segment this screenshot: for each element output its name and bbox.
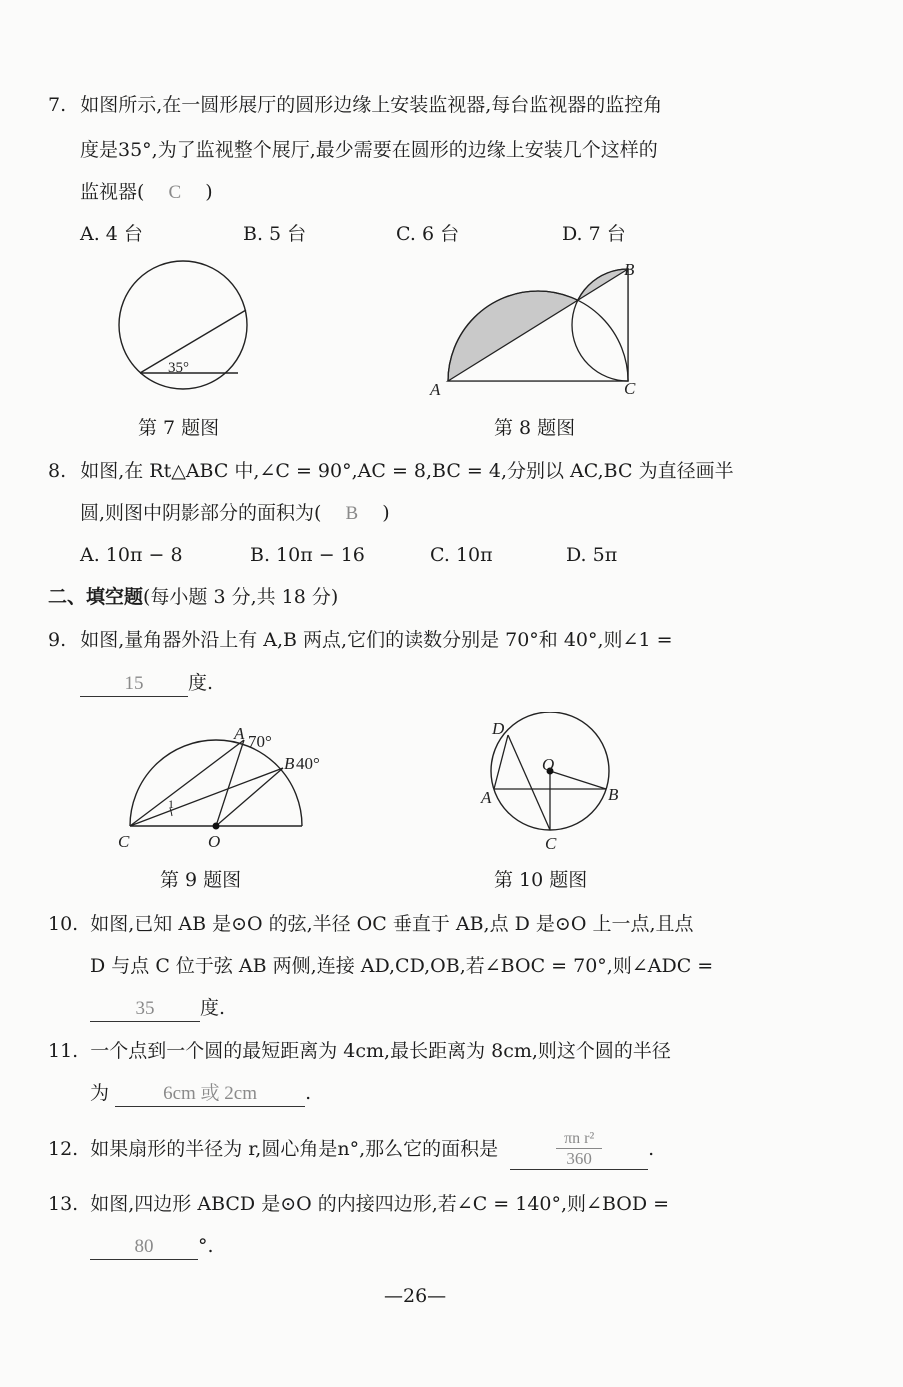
q7-line1 [48, 93, 662, 117]
q10-text-1: 如图,已知 AB 是⊙O 的弦,半径 OC 垂直于 AB,点 D 是⊙O 上一点,且点 [90, 913, 694, 935]
q8-option-a: A. 10π − 8 [80, 544, 183, 566]
figure-8 [420, 255, 650, 405]
fig9-label-b: B [284, 754, 295, 773]
q7-line3 [80, 180, 213, 205]
q12-number: 12. [48, 1138, 79, 1160]
q10-answer-blank: 35 [90, 997, 200, 1022]
q7-number: 7. [48, 94, 67, 116]
q9-number: 9. [48, 629, 67, 651]
q11-number: 11. [48, 1040, 79, 1062]
fig9-label-c: C [118, 832, 130, 851]
fig9-label-o: O [208, 832, 221, 851]
q7-line2: 度是35°,为了监视整个展厅,最少需要在圆形的边缘上安装几个这样的 [80, 139, 658, 161]
q12-post: . [648, 1138, 655, 1160]
q13-unit: °. [198, 1235, 214, 1257]
q12-line [48, 1122, 654, 1176]
fig7-chord-upper [140, 310, 246, 373]
fig9-line-cb [130, 768, 283, 826]
q8-option-b: B. 10π − 16 [250, 544, 365, 566]
q8-line1 [48, 459, 734, 483]
q8-text-1: 如图,在 Rt△ABC 中,∠C = 90°,AC = 8,BC = 4,分别以 AC,BC 为直径画半 [80, 460, 734, 482]
fig7-angle-label: 35° [168, 360, 189, 376]
section-2-heading [48, 585, 338, 609]
fig8-label-c: C [624, 379, 636, 398]
q12-answer-blank [510, 1130, 648, 1170]
fig10-label-o: O [542, 755, 555, 774]
q13-line1 [48, 1192, 669, 1216]
q8-text-2: 圆,则图中阴影部分的面积为( [80, 502, 322, 524]
fig9-center-dot [213, 823, 220, 830]
q11-text-2b: . [305, 1082, 312, 1104]
figure-9 [110, 715, 320, 855]
q11-answer-blank: 6cm 或 2cm [115, 1082, 305, 1107]
q12-answer-denominator: 360 [566, 1149, 592, 1168]
q9-line2 [80, 671, 213, 697]
q8-option-c: C. 10π [430, 544, 493, 566]
q11-line2 [90, 1081, 311, 1107]
q11-line1 [48, 1039, 671, 1063]
fig10-label-b: B [608, 785, 619, 804]
q8-number: 8. [48, 460, 67, 482]
fig9-label-a: A [234, 724, 245, 743]
section-2-note: (每小题 3 分,共 18 分) [143, 586, 339, 608]
fig8-label-a: A [430, 380, 441, 399]
q9-line1 [48, 628, 673, 652]
q12-answer-numerator: πn r² [564, 1130, 595, 1147]
q7-option-a: A. 4 台 [80, 223, 143, 245]
fig10-label-c: C [545, 834, 557, 853]
q8-line2 [80, 501, 390, 526]
q7-option-b: B. 5 台 [243, 223, 307, 245]
fig10-label-d: D [492, 719, 505, 738]
q13-answer-blank: 80 [90, 1235, 198, 1260]
fig10-label-a: A [481, 788, 492, 807]
q7-option-c: C. 6 台 [396, 223, 460, 245]
figure-7 [110, 260, 260, 390]
q10-line3 [90, 996, 225, 1022]
q7-answer: C [168, 182, 182, 203]
q7-text-1: 如图所示,在一圆形展厅的圆形边缘上安装监视器,每台监视器的监控角 [80, 94, 663, 116]
figure-10 [478, 712, 628, 857]
q10-unit: 度. [200, 997, 226, 1019]
fig7-caption: 第 7 题图 [138, 417, 220, 439]
q13-text-1: 如图,四边形 ABCD 是⊙O 的内接四边形,若∠C = 140°,则∠BOD = [90, 1193, 670, 1215]
q7-option-d: D. 7 台 [562, 223, 626, 245]
fig8-label-b: B [624, 260, 635, 279]
fig10-line-ob [550, 771, 606, 789]
fig10-caption: 第 10 题图 [494, 869, 588, 891]
fig9-label-a-deg: 70° [248, 732, 272, 751]
q10-line1 [48, 912, 694, 936]
q8-answer: B [345, 503, 359, 524]
fig9-caption: 第 9 题图 [160, 869, 242, 891]
q7-text-3: 监视器( [80, 181, 145, 203]
q9-answer-blank: 15 [80, 672, 188, 697]
section-2-title: 二、填空题 [48, 586, 144, 608]
q13-number: 13. [48, 1193, 79, 1215]
q10-number: 10. [48, 913, 79, 935]
q8-option-d: D. 5π [566, 544, 618, 566]
q11-text-1: 一个点到一个圆的最短距离为 4cm,最长距离为 8cm,则这个圆的半径 [90, 1040, 671, 1062]
q11-text-2: 为 [90, 1082, 110, 1104]
q7-text-3b: ) [205, 181, 213, 203]
fig9-line-ca [130, 740, 244, 826]
q8-text-2b: ) [382, 502, 390, 524]
q12-text: 如果扇形的半径为 r,圆心角是n°,那么它的面积是 [90, 1138, 499, 1160]
q10-line2: D 与点 C 位于弦 AB 两侧,连接 AD,CD,OB,若∠BOC = 70°,则∠ADC = [90, 955, 714, 977]
fig9-label-b-deg: 40° [296, 754, 320, 773]
fig9-angle1-label: 1 [168, 797, 174, 811]
fig9-protractor-arc [130, 740, 302, 826]
page-number: —26— [384, 1285, 447, 1307]
fig8-caption: 第 8 题图 [494, 417, 576, 439]
q13-line2 [90, 1234, 214, 1260]
q9-text-1: 如图,量角器外沿上有 A,B 两点,它们的读数分别是 70°和 40°,则∠1 = [80, 629, 673, 651]
q9-unit: 度. [188, 672, 214, 694]
fig10-line-dc [508, 735, 550, 830]
fig10-line-ad [494, 735, 508, 789]
